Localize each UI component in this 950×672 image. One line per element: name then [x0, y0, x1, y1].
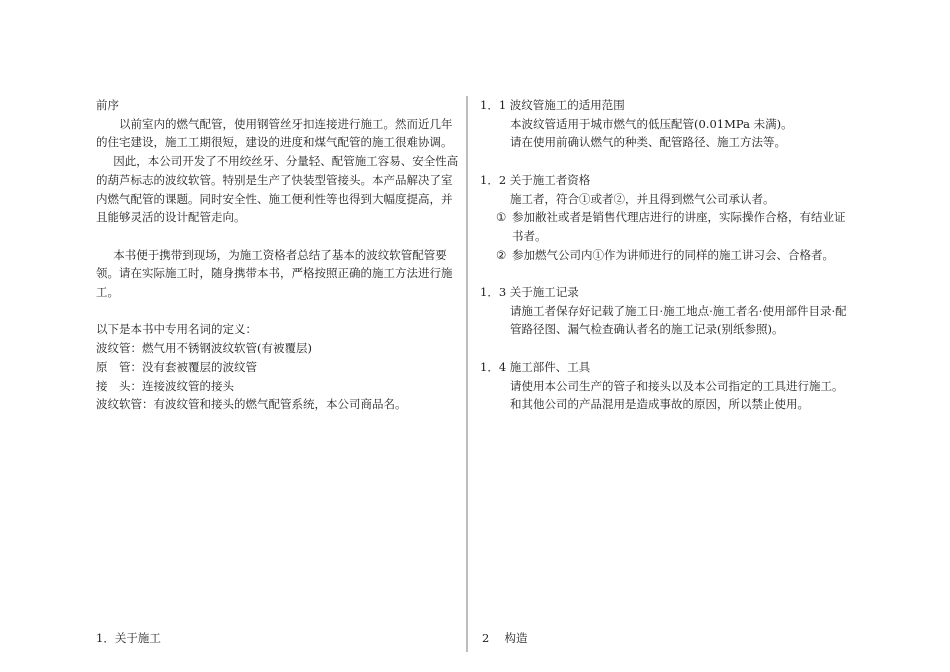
preface-paragraph-2: 因此，本公司开发了不用绞丝牙、分量轻、配管施工容易、安全性高的葫芦标志的波纹软管。特别是生产了快装型管接头。本产品解决了室内燃气配管的课题。同时安全性、施工便利性等也得到大幅度提高，并且能够灵活的设计配管走向。 [96, 154, 459, 225]
list-marker: ② [496, 247, 507, 262]
section-1-3-body [480, 302, 852, 339]
section-line: 请施工者保存好记载了施工日·施工地点·施工者名·使用部件目录·配管路径图、漏气检查确认者名的施工记录(别纸参照)。 [510, 303, 847, 337]
spacer [480, 339, 852, 358]
right-column [480, 96, 852, 414]
list-marker: ① [496, 210, 507, 225]
spacer [480, 152, 852, 171]
page-divider [466, 96, 468, 652]
definitions-intro: 以下是本书中专用名词的定义： [96, 322, 257, 337]
section-1-3-title: 1．3 关于施工记录 [480, 285, 579, 299]
section-line: 请在使用前确认燃气的种类、配管路径、施工方法等。 [510, 135, 786, 150]
left-column [96, 96, 462, 414]
spacer [480, 264, 852, 283]
section-line: 和其他公司的产品混用是造成事故的原因，所以禁止使用。 [510, 397, 809, 412]
section-1-2-body [480, 190, 852, 209]
section-1-2-title: 1．2 关于施工者资格 [480, 172, 591, 187]
section-line: 本波纹管适用于城市燃气的低压配管(0.01MPa 未满)。 [510, 116, 793, 131]
section-1-4-title: 1．4 施工部件、工具 [480, 359, 591, 374]
section-line: 施工者，符合①或者②，并且得到燃气公司承认者。 [510, 191, 775, 206]
footer-right-chapter: 2 构造 [482, 631, 528, 645]
definition-item: 波纹软管：有波纹管和接头的燃气配管系统，本公司商品名。 [96, 397, 407, 412]
preface-heading: 前序 [96, 98, 119, 112]
preface-paragraph-3: 本书便于携带到现场，为施工资格者总结了基本的波纹软管配管要领。请在实际施工时，随身携带本书，严格按照正确的施工方法进行施工。 [96, 247, 453, 300]
qualification-item-2 [480, 246, 852, 265]
spacer [96, 227, 462, 246]
definition-item: 接 头：连接波纹管的接头 [96, 378, 234, 393]
definition-item: 波纹管：燃气用不锈钢波纹软管(有被覆层) [96, 341, 312, 356]
definition-item: 原 管：没有套被覆层的波纹管 [96, 359, 257, 374]
spacer [96, 302, 462, 321]
list-text: 参加敝社或者是销售代理店进行的讲座，实际操作合格，有结业证书者。 [512, 210, 846, 243]
section-line: 请使用本公司生产的管子和接头以及本公司指定的工具进行施工。 [510, 378, 844, 393]
qualification-item-1 [480, 208, 852, 245]
footer-left-chapter: 1．关于施工 [96, 631, 161, 645]
preface-paragraph-1: 以前室内的燃气配管，使用钢管丝牙扣连接进行施工。然而近几年的住宅建设，施工工期很短，建设的进度和煤气配管的施工很难协调。 [96, 116, 453, 150]
section-1-1-title: 1．1 波纹管施工的适用范围 [480, 98, 625, 112]
section-1-4-body [480, 377, 852, 414]
section-1-1-body [480, 115, 852, 152]
list-text: 参加燃气公司内①作为讲师进行的同样的施工讲习会、合格者。 [512, 247, 834, 262]
